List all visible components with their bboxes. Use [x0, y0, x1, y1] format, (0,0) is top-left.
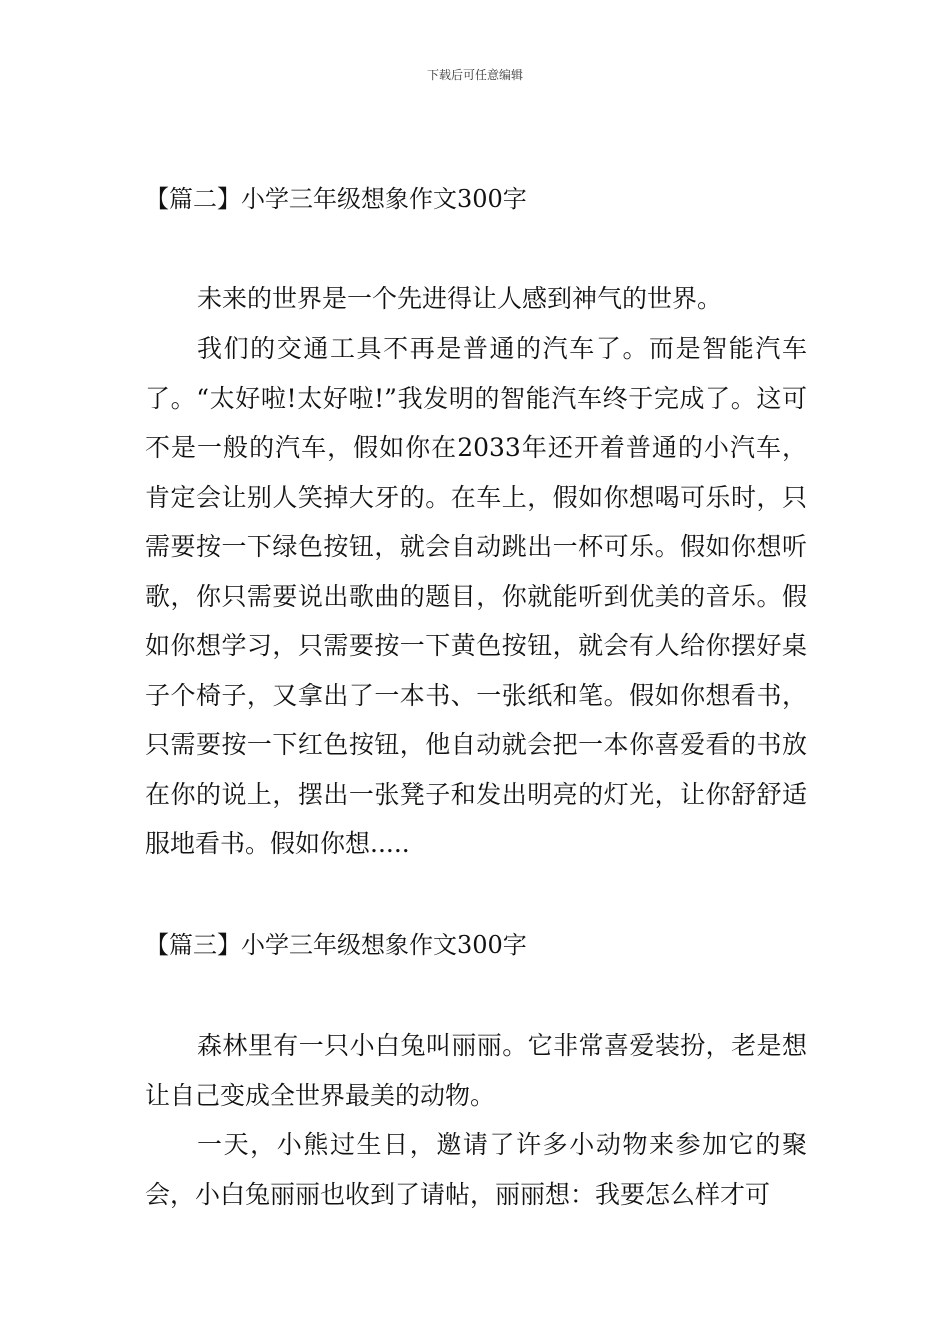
section-3-paragraph-2: 一天，小熊过生日，邀请了许多小动物来参加它的聚会，小白兔丽丽也收到了请帖，丽丽想：我要怎么样才可 — [145, 1130, 807, 1209]
section-3-paragraph-1: 森林里有一只小白兔叫丽丽。它非常喜爱装扮，老是想让自己变成全世界最美的动物。 — [145, 1031, 807, 1110]
section-2-paragraph-1: 未来的世界是一个先进得让人感到神气的世界。 — [197, 284, 723, 313]
section-2-paragraph-2: 我们的交通工具不再是普通的汽车了。而是智能汽车了。“太好啦!太好啦!”我发明的智能汽车终于完成了。这可不是一般的汽车，假如你在2033年还开着普通的小汽车，肯定会让别人笑掉大牙的。在车上，假如你想喝可乐时，只需要按一下绿色按钮，就会自动跳出一杯可乐。假如你想听歌，你只需要说出歌曲的题目，你就能听到优美的音乐。假如你想学习，只需要按一下黄色按钮，就会有人给你摆好桌子个椅子，又拿出了一本书、一张纸和笔。假如你想看书，只需要按一下红色按钮，他自动就会把一本你喜爱看的书放在你的说上，摆出一张凳子和发出明亮的灯光，让你舒舒适服地看书。假如你想..... — [145, 334, 807, 858]
header-note: 下载后可任意编辑 — [426, 68, 523, 82]
section-heading-3: 【篇三】小学三年级想象作文300字 — [145, 931, 527, 959]
section-heading-2: 【篇二】小学三年级想象作文300字 — [145, 185, 527, 213]
